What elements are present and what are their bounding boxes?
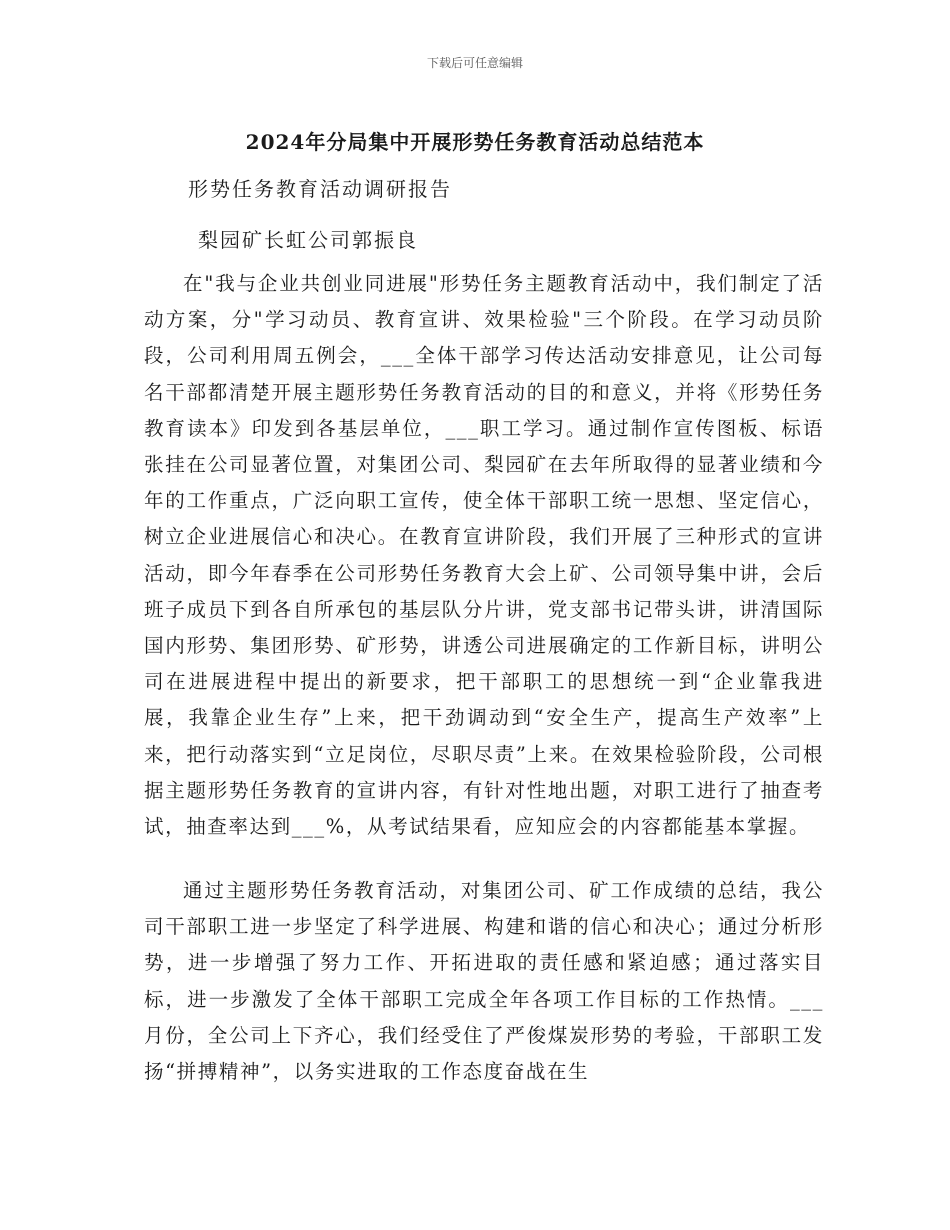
report-subtitle: 形势任务教育活动调研报告 (188, 177, 452, 201)
body-paragraph-2: 通过主题形势任务教育活动，对集团公司、矿工作成绩的总结，我公司干部职工进一步坚定了科学进展、构建和谐的信心和决心；通过分析形势，进一步增强了努力工作、开拓进取的责任感和紧迫感；通过落实目标，进一步激发了全体干部职工完成全年各项工作目标的工作热情。___月份，全公司上下齐心，我们经受住了严俊煤炭形势的考验，干部职工发扬“拼搏精神”，以务实进取的工作态度奋战在生 (144, 879, 824, 1084)
report-author: 梨园矿长虹公司郭振良 (198, 228, 418, 252)
body-paragraph-1: 在"我与企业共创业同进展"形势任务主题教育活动中，我们制定了活动方案，分"学习动员、教育宣讲、效果检验"三个阶段。在学习动员阶段，公司利用周五例会，___全体干部学习传达活动安排意见，让公司每名干部都清楚开展主题形势任务教育活动的目的和意义，并将《形势任务教育读本》印发到各基层单位，___职工学习。通过制作宣传图板、标语张挂在公司显著位置，对集团公司、梨园矿在去年所取得的显著业绩和今年的工作重点，广泛向职工宣传，使全体干部职工统一思想、坚定信心，树立企业进展信心和决心。在教育宣讲阶段，我们开展了三种形式的宣讲活动，即今年春季在公司形势任务教育大会上矿、公司领导集中讲，会后班子成员下到各自所承包的基层队分片讲，党支部书记带头讲，讲清国际国内形势、集团形势、矿形势，讲透公司进展确定的工作新目标，讲明公司在进展进程中提出的新要求，把干部职工的思想统一到“企业靠我进展，我靠企业生存”上来，把干劲调动到“安全生产，提高生产效率”上来，把行动落实到“立足岗位，尽职尽责”上来。在效果检验阶段，公司根据主题形势任务教育的宣讲内容，有针对性地出题，对职工进行了抽查考试，抽查率达到___%，从考试结果看，应知应会的内容都能基本掌握。 (144, 272, 824, 839)
header-note: 下载后可任意编辑 (426, 56, 523, 70)
document-title: 2024年分局集中开展形势任务教育活动总结范本 (245, 130, 705, 154)
